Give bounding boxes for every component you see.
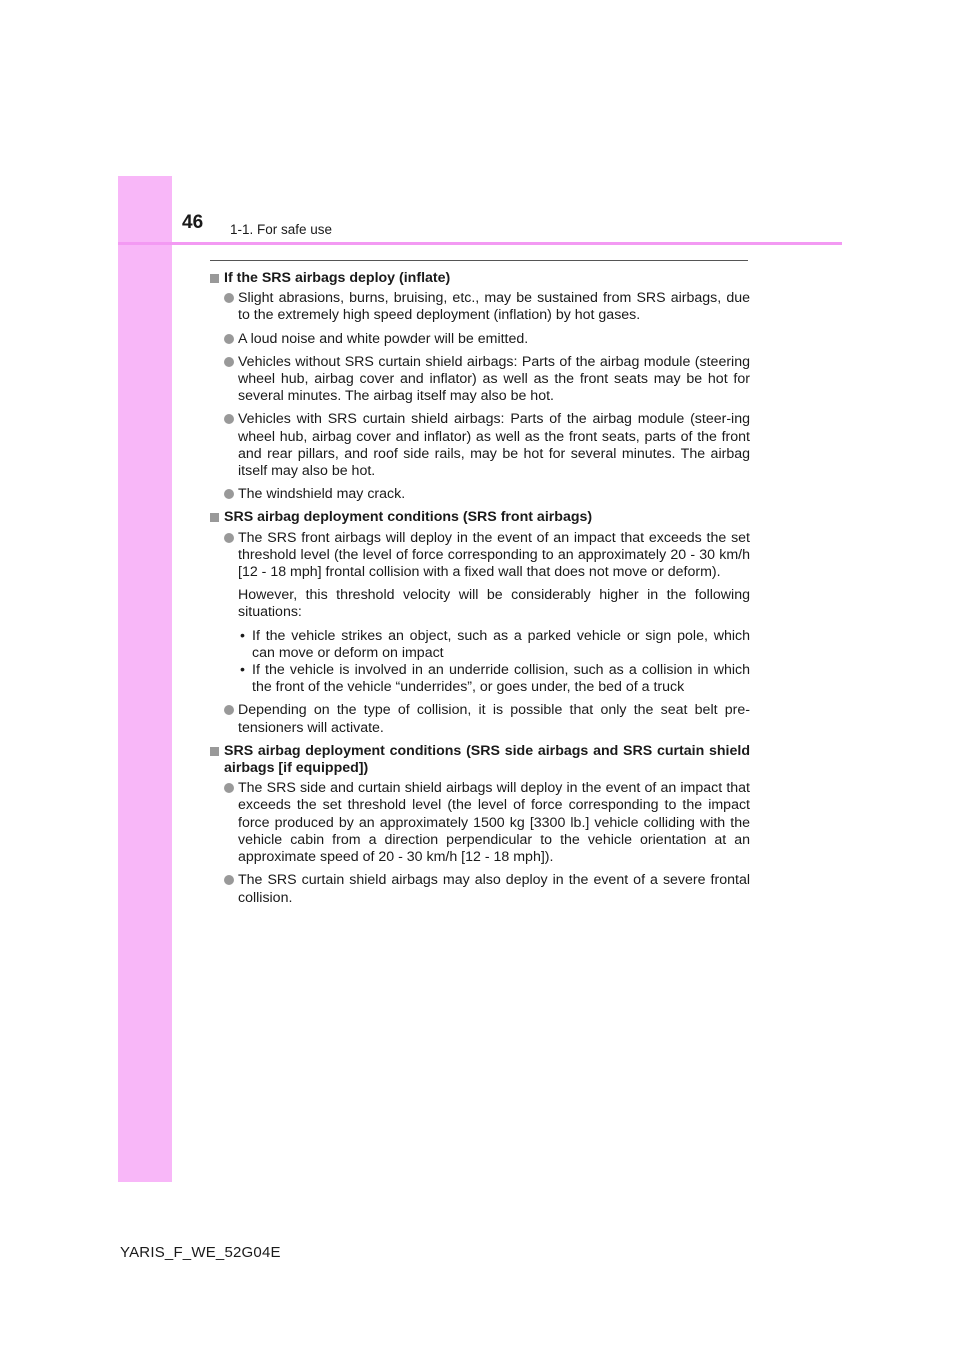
- circle-bullet-icon: [224, 357, 234, 367]
- list-item: Vehicles with SRS curtain shield airbags: Parts of the airbag module (steer-ing wheel hub, airbag cover and inflator) as well as the front seats, parts of the front and rear pillars, and roof side rails, may be hot for several minutes. The airbag itself may also be hot.: [210, 411, 750, 480]
- dot-bullet-icon: •: [240, 627, 245, 644]
- circle-bullet-icon: [224, 783, 234, 793]
- list-item: Vehicles without SRS curtain shield airbags: Parts of the airbag module (steering wheel hub, airbag cover and inflator) as well as the front seats may be hot for several minutes. The airbag itself may also be hot.: [210, 354, 750, 406]
- dot-bullet-icon: •: [240, 662, 245, 679]
- circle-bullet-icon: [224, 293, 234, 303]
- square-bullet-icon: [210, 274, 219, 283]
- square-bullet-icon: [210, 747, 219, 756]
- circle-bullet-icon: [224, 705, 234, 715]
- header-divider: [118, 242, 842, 245]
- list-item: The SRS curtain shield airbags may also deploy in the event of a severe frontal collision.: [210, 872, 750, 906]
- content-top-rule: [210, 260, 748, 261]
- section-heading: SRS airbag deployment conditions (SRS front airbags): [210, 509, 750, 526]
- page-number: 46: [182, 212, 204, 233]
- document-code: YARIS_F_WE_52G04E: [120, 1244, 281, 1261]
- list-item: The windshield may crack.: [210, 486, 750, 503]
- circle-bullet-icon: [224, 489, 234, 499]
- circle-bullet-icon: [224, 875, 234, 885]
- square-bullet-icon: [210, 513, 219, 522]
- circle-bullet-icon: [224, 533, 234, 543]
- list-item: The SRS side and curtain shield airbags will deploy in the event of an impact that exceeds the set threshold level (the level of force corresponding to the impact force produced by an approximately 1500 kg [3300 lb.] vehicle colliding with the vehicle cabin from a direction perpendicular to the vehicle orientation at an approximate speed of 20 - 30 km/h [12 - 18 mph]).: [210, 780, 750, 866]
- list-item: The SRS front airbags will deploy in the event of an impact that exceeds the set threshold level (the level of force corresponding to an approximately 20 - 30 km/h [12 - 18 mph] frontal collision with a fixed wall that does not move or deform).: [210, 530, 750, 582]
- page-content: [210, 266, 750, 913]
- sub-list-item: • If the vehicle strikes an object, such as a parked vehicle or sign pole, which can move or deform on impact: [240, 627, 750, 661]
- circle-bullet-icon: [224, 414, 234, 424]
- list-item: Depending on the type of collision, it is possible that only the seat belt pre-tensioners will activate.: [210, 702, 750, 736]
- section-heading: If the SRS airbags deploy (inflate): [210, 270, 750, 287]
- paragraph: However, this threshold velocity will be considerably higher in the following situations:: [238, 587, 750, 621]
- section-heading: SRS airbag deployment conditions (SRS side airbags and SRS curtain shield airbags [if equipped]): [210, 743, 750, 777]
- section-title: 1-1. For safe use: [230, 222, 333, 237]
- chapter-sidebar: [118, 176, 172, 1182]
- sub-list-item: • If the vehicle is involved in an underride collision, such as a collision in which the front of the vehicle “underrides”, or goes under, the bed of a truck: [240, 662, 750, 696]
- list-item: A loud noise and white powder will be emitted.: [210, 331, 750, 348]
- circle-bullet-icon: [224, 334, 234, 344]
- list-item: Slight abrasions, burns, bruising, etc., may be sustained from SRS airbags, due to the extremely high speed deployment (inflation) by hot gases.: [210, 290, 750, 324]
